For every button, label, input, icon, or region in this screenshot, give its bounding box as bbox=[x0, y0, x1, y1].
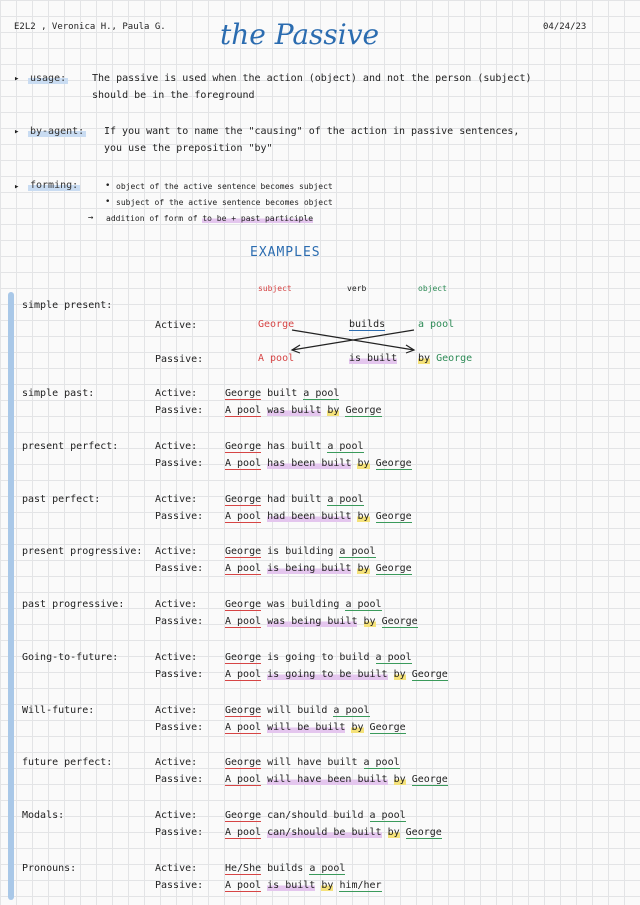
passive-by: by bbox=[387, 827, 400, 838]
passive-sentence bbox=[225, 669, 448, 680]
forming-step-3 bbox=[106, 214, 313, 223]
active-verb: builds bbox=[267, 863, 304, 874]
col-object: object bbox=[418, 284, 447, 293]
passive-verb: was built bbox=[267, 405, 322, 416]
sp-passive-by bbox=[418, 353, 472, 364]
active-object: a pool bbox=[345, 599, 382, 610]
passive-verb: will have been built bbox=[267, 774, 388, 785]
active-sentence bbox=[225, 494, 364, 505]
passive-sentence bbox=[225, 616, 418, 627]
active-sentence bbox=[225, 705, 370, 716]
passive-subject: A pool bbox=[225, 774, 262, 785]
active-verb: will have built bbox=[267, 757, 358, 768]
active-subject: George bbox=[225, 705, 262, 716]
passive-by: by bbox=[393, 669, 406, 680]
active-label: Active: bbox=[155, 757, 198, 768]
passive-label: Passive: bbox=[155, 669, 204, 680]
passive-by: by bbox=[357, 511, 370, 522]
bullet-arrow-icon: ▸ bbox=[14, 182, 20, 192]
side-bar-decoration bbox=[8, 292, 14, 900]
tense-name: present progressive: bbox=[22, 546, 143, 557]
forming-step-1: object of the active sentence becomes subject bbox=[116, 182, 333, 191]
passive-sentence bbox=[225, 563, 412, 574]
col-subject: subject bbox=[258, 284, 292, 293]
active-subject: George bbox=[225, 546, 262, 557]
passive-sentence bbox=[225, 827, 442, 838]
passive-by: by bbox=[351, 722, 364, 733]
sp-passive-subject: A pool bbox=[258, 353, 295, 364]
active-object: a pool bbox=[363, 757, 400, 768]
passive-verb: can/should be built bbox=[267, 827, 382, 838]
active-subject: George bbox=[225, 441, 262, 452]
passive-label: Passive: bbox=[155, 616, 204, 627]
sp-active-verb-text: builds bbox=[349, 319, 386, 330]
agent-line-2: you use the preposition "by" bbox=[104, 143, 273, 154]
sp-passive-agent: George bbox=[436, 353, 473, 364]
tense-name: Pronouns: bbox=[22, 863, 77, 874]
passive-label: Passive: bbox=[155, 354, 204, 365]
active-sentence bbox=[225, 388, 339, 399]
passive-by: by bbox=[357, 563, 370, 574]
passive-by: by bbox=[321, 880, 334, 891]
tense-name: past perfect: bbox=[22, 494, 101, 505]
tense-name: simple past: bbox=[22, 388, 95, 399]
sp-passive-verb-text: is built bbox=[349, 353, 398, 364]
passive-subject: A pool bbox=[225, 563, 262, 574]
active-label: Active: bbox=[155, 810, 198, 821]
active-label: Active: bbox=[155, 546, 198, 557]
active-object: a pool bbox=[303, 388, 340, 399]
bullet-arrow-icon: ▸ bbox=[14, 74, 20, 84]
active-sentence bbox=[225, 863, 345, 874]
agent-line-1: If you want to name the "causing" of the action in passive sentences, bbox=[104, 126, 520, 137]
passive-verb: is going to be built bbox=[267, 669, 388, 680]
active-label: Active: bbox=[155, 320, 198, 331]
passive-subject: A pool bbox=[225, 405, 262, 416]
active-subject: George bbox=[225, 810, 262, 821]
sp-active-subject: George bbox=[258, 319, 295, 330]
examples-heading: EXAMPLES bbox=[250, 245, 321, 260]
active-sentence bbox=[225, 546, 376, 557]
forming-label: forming: bbox=[30, 180, 79, 191]
sp-passive-by-text: by bbox=[418, 353, 431, 364]
active-subject: George bbox=[225, 652, 262, 663]
passive-by: by bbox=[327, 405, 340, 416]
passive-by: by bbox=[363, 616, 376, 627]
passive-agent: George bbox=[345, 405, 382, 416]
active-subject: George bbox=[225, 388, 262, 399]
passive-verb: is built bbox=[267, 880, 316, 891]
forming-step-2: subject of the active sentence becomes object bbox=[116, 198, 333, 207]
tense-name: past progressive: bbox=[22, 599, 125, 610]
active-verb: is going to build bbox=[267, 652, 370, 663]
passive-agent: George bbox=[411, 669, 448, 680]
active-sentence bbox=[225, 757, 400, 768]
passive-subject: A pool bbox=[225, 616, 262, 627]
tense-simple-present: simple present: bbox=[22, 300, 113, 311]
tense-name: future perfect: bbox=[22, 757, 113, 768]
tense-name: present perfect: bbox=[22, 441, 119, 452]
passive-agent: George bbox=[375, 563, 412, 574]
active-label: Active: bbox=[155, 599, 198, 610]
forming-step-3-highlight: to be + past participle bbox=[202, 214, 314, 223]
passive-subject: A pool bbox=[225, 827, 262, 838]
passive-label: Passive: bbox=[155, 563, 204, 574]
active-sentence bbox=[225, 441, 364, 452]
active-label: Active: bbox=[155, 705, 198, 716]
passive-label: Passive: bbox=[155, 722, 204, 733]
passive-sentence bbox=[225, 774, 448, 785]
forming-step-3-prefix: addition of form of bbox=[106, 214, 198, 223]
passive-subject: A pool bbox=[225, 880, 262, 891]
passive-agent: George bbox=[411, 774, 448, 785]
active-object: a pool bbox=[375, 652, 412, 663]
passive-label: Passive: bbox=[155, 458, 204, 469]
passive-label: Passive: bbox=[155, 827, 204, 838]
active-label: Active: bbox=[155, 494, 198, 505]
passive-agent: George bbox=[405, 827, 442, 838]
usage-line-1: The passive is used when the action (object) and not the person (subject) bbox=[92, 73, 532, 84]
passive-agent: George bbox=[369, 722, 406, 733]
passive-subject: A pool bbox=[225, 458, 262, 469]
active-sentence bbox=[225, 652, 412, 663]
passive-sentence bbox=[225, 511, 412, 522]
active-verb: had built bbox=[267, 494, 322, 505]
active-subject: George bbox=[225, 599, 262, 610]
active-label: Active: bbox=[155, 441, 198, 452]
arrow-right-icon: → bbox=[88, 213, 94, 223]
passive-verb: has been built bbox=[267, 458, 352, 469]
active-verb: will build bbox=[267, 705, 328, 716]
by-agent-label: by-agent: bbox=[30, 126, 85, 137]
passive-verb: was being built bbox=[267, 616, 358, 627]
active-verb: was building bbox=[267, 599, 340, 610]
active-subject: George bbox=[225, 494, 262, 505]
swap-arrows-diagram bbox=[290, 326, 420, 354]
passive-label: Passive: bbox=[155, 774, 204, 785]
passive-sentence bbox=[225, 722, 406, 733]
active-object: a pool bbox=[309, 863, 346, 874]
passive-by: by bbox=[393, 774, 406, 785]
dot-icon: • bbox=[105, 181, 111, 191]
passive-agent: him/her bbox=[339, 880, 382, 891]
passive-sentence bbox=[225, 880, 382, 891]
passive-sentence bbox=[225, 458, 412, 469]
usage-label: usage: bbox=[30, 73, 67, 84]
active-subject: He/She bbox=[225, 863, 262, 874]
page-title: the Passive bbox=[220, 18, 380, 51]
active-verb: has built bbox=[267, 441, 322, 452]
authors: E2L2 , Veronica H., Paula G. bbox=[14, 22, 166, 32]
passive-subject: A pool bbox=[225, 669, 262, 680]
passive-label: Passive: bbox=[155, 511, 204, 522]
passive-label: Passive: bbox=[155, 405, 204, 416]
passive-verb: will be built bbox=[267, 722, 346, 733]
sp-passive-verb bbox=[349, 353, 397, 364]
passive-subject: A pool bbox=[225, 722, 262, 733]
sp-active-object: a pool bbox=[418, 319, 455, 330]
active-label: Active: bbox=[155, 863, 198, 874]
passive-verb: is being built bbox=[267, 563, 352, 574]
active-object: a pool bbox=[327, 494, 364, 505]
tense-name: Modals: bbox=[22, 810, 65, 821]
active-sentence bbox=[225, 810, 406, 821]
tense-name: Going-to-future: bbox=[22, 652, 119, 663]
passive-by: by bbox=[357, 458, 370, 469]
passive-agent: George bbox=[381, 616, 418, 627]
active-verb: is building bbox=[267, 546, 334, 557]
bullet-arrow-icon: ▸ bbox=[14, 127, 20, 137]
active-object: a pool bbox=[369, 810, 406, 821]
passive-agent: George bbox=[375, 458, 412, 469]
passive-verb: had been built bbox=[267, 511, 352, 522]
active-label: Active: bbox=[155, 652, 198, 663]
passive-sentence bbox=[225, 405, 382, 416]
tense-name: Will-future: bbox=[22, 705, 95, 716]
active-verb: built bbox=[267, 388, 298, 399]
active-sentence bbox=[225, 599, 382, 610]
passive-label: Passive: bbox=[155, 880, 204, 891]
dot-icon: • bbox=[105, 197, 111, 207]
active-object: a pool bbox=[333, 705, 370, 716]
active-object: a pool bbox=[339, 546, 376, 557]
active-subject: George bbox=[225, 757, 262, 768]
passive-subject: A pool bbox=[225, 511, 262, 522]
usage-line-2: should be in the foreground bbox=[92, 90, 255, 101]
col-verb: verb bbox=[347, 284, 367, 293]
active-verb: can/should build bbox=[267, 810, 364, 821]
date: 04/24/23 bbox=[543, 22, 587, 32]
active-label: Active: bbox=[155, 388, 198, 399]
active-object: a pool bbox=[327, 441, 364, 452]
passive-agent: George bbox=[375, 511, 412, 522]
